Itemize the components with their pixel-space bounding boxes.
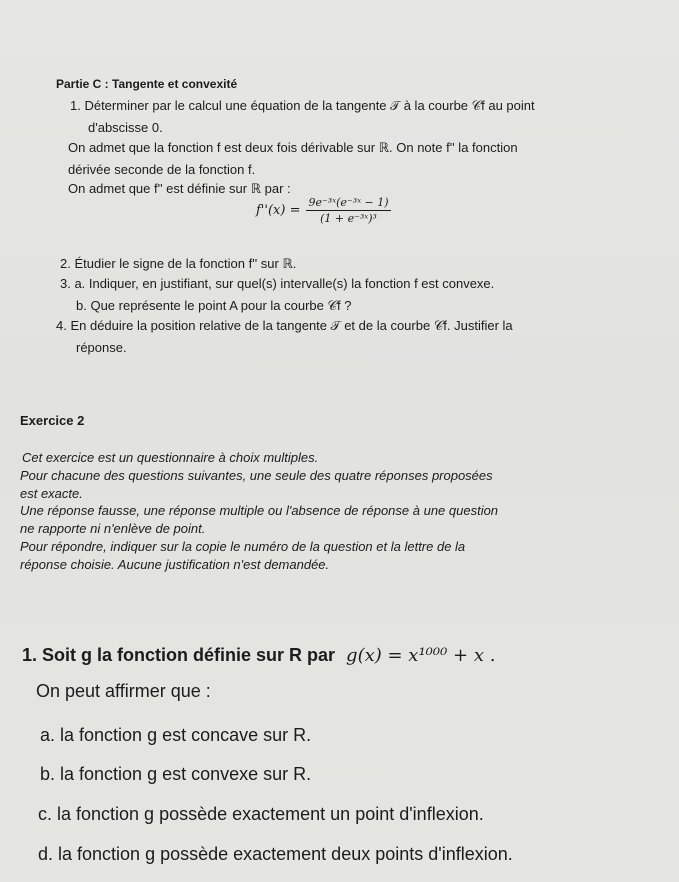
question-1-line1: 1. Déterminer par le calcul une équation de la tangente 𝒯 à la courbe 𝒞f au point xyxy=(70,98,535,113)
formula-fraction xyxy=(306,196,390,225)
qcm-option-b: b. la fonction g est convexe sur R. xyxy=(40,764,312,784)
qcm-question-1-text: 1. Soit g la fonction définie sur R par xyxy=(22,645,336,665)
qcm-option-a: a. la fonction g est concave sur R. xyxy=(40,725,312,745)
question-2: 2. Étudier le signe de la fonction f'' sur ℝ. xyxy=(60,256,297,271)
partie-c-title: Partie C : Tangente et convexité xyxy=(56,77,238,91)
question-3b: b. Que représente le point A pour la courbe 𝒞f ? xyxy=(76,298,352,313)
intro-line-4a: Pour répondre, indiquer sur la copie le numéro de la question et la lettre de la xyxy=(20,539,466,554)
qcm-option-d: d. la fonction g possède exactement deux points d'inflexion. xyxy=(38,844,513,864)
intro-line-2b: est exacte. xyxy=(20,486,83,501)
qcm-question-1 xyxy=(22,644,495,667)
intro-line-3b: ne rapporte ni n'enlève de point. xyxy=(20,521,206,536)
formula-numerator: 9e⁻³ˣ(e⁻³ˣ − 1) xyxy=(308,196,389,209)
second-derivative-formula xyxy=(256,196,391,225)
intro-line-1: Cet exercice est un questionnaire à choix multiples. xyxy=(22,450,319,465)
intro-line-4b: réponse choisie. Aucune justification n'est demandée. xyxy=(20,557,330,572)
qcm-option-c: c. la fonction g possède exactement un point d'inflexion. xyxy=(38,804,484,824)
admit-text-2: On admet que f'' est définie sur ℝ par : xyxy=(68,181,291,196)
question-1-line2: d'abscisse 0. xyxy=(88,120,163,135)
question-3a: 3. a. Indiquer, en justifiant, sur quel(s) intervalle(s) la fonction f est convexe. xyxy=(60,276,495,291)
admit-text-1-line1: On admet que la fonction f est deux fois dérivable sur ℝ. On note f'' la fonction xyxy=(68,140,518,155)
question-4-line2: réponse. xyxy=(76,340,127,355)
formula-lhs: f''(x) = xyxy=(256,203,301,218)
intro-line-3a: Une réponse fausse, une réponse multiple ou l'absence de réponse à une question xyxy=(20,503,499,518)
question-4-line1: 4. En déduire la position relative de la tangente 𝒯 et de la courbe 𝒞f. Justifier la xyxy=(56,318,513,333)
admit-text-1-line2: dérivée seconde de la fonction f. xyxy=(68,162,256,177)
formula-denominator: (1 + e⁻³ˣ)³ xyxy=(320,212,377,225)
qcm-question-1-formula: g(x) = x¹⁰⁰⁰ + x . xyxy=(346,645,496,666)
qcm-prompt: On peut affirmer que : xyxy=(36,681,211,701)
intro-line-2a: Pour chacune des questions suivantes, une seule des quatre réponses proposées xyxy=(20,468,493,483)
exercise-2-title: Exercice 2 xyxy=(20,413,85,428)
